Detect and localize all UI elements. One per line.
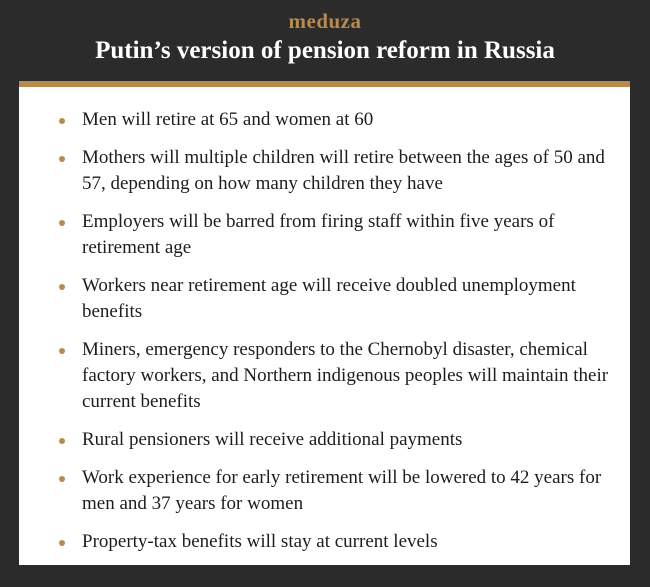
list-item-text: Rural pensioners will receive additional payments [82,429,463,450]
bullet-icon [59,476,65,482]
page-title: Putin’s version of pension reform in Russia [95,37,555,64]
list-item [19,465,630,517]
list-item-text: Work experience for early retirement will be lowered to 42 years for men and 37 years for women [82,467,602,514]
list-item [19,427,630,453]
list-item-text: Men will retire at 65 and women at 60 [82,109,374,130]
list-item [19,107,630,133]
list-item-text: Miners, emergency responders to the Chernobyl disaster, chemical factory workers, and Northern indigenous peoples will maintain their current benefits [82,339,609,412]
bullet-icon [59,118,65,124]
bullet-icon [59,540,65,546]
list-item [19,337,630,415]
content-card [19,81,630,565]
bullet-icon [59,284,65,290]
list-item-text: Mothers will multiple children will retire between the ages of 50 and 57, depending on how many children they have [82,147,605,194]
brand-logo: meduza [288,9,362,33]
bullet-icon [59,156,65,162]
list-item-text: Property-tax benefits will stay at current levels [82,531,438,552]
list-item-text: Employers will be barred from firing staff within five years of retirement age [82,211,555,258]
list-item [19,529,630,555]
bullet-icon [59,438,65,444]
list-item [19,209,630,261]
list-item-text: Workers near retirement age will receive doubled unemployment benefits [82,275,576,322]
list-item [19,145,630,197]
reform-list [19,107,630,567]
list-item [19,273,630,325]
bullet-icon [59,220,65,226]
bullet-icon [59,348,65,354]
